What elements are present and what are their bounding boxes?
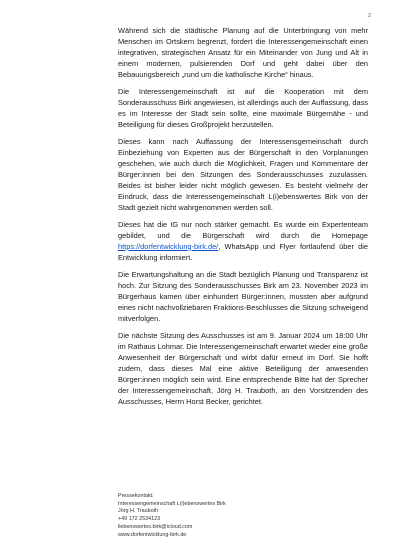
- contact-phone: +49 172 2534123: [118, 516, 161, 523]
- paragraph-cooperation: Die Interessengemeinschaft ist auf die Kooperation mit dem Sonderausschuss Birk angewiesen, ist allerdings auch der Auffassung, dass es im Interesse der Stadt sein sollte, eine maximale Bürgernähe - und Beteiligung für dieses Großprojekt herzustellen.: [118, 87, 368, 129]
- homepage-link[interactable]: https://dorfentwicklung-birk.de/: [118, 241, 219, 251]
- contact-email: liebenswertes.birk@icloud.com: [118, 523, 193, 530]
- press-contact: [118, 493, 318, 539]
- page-number: 2: [367, 13, 371, 19]
- paragraph-planning-approach: Während sich die städtische Planung auf die Unterbringung von mehr Menschen im Ortskern begrenzt, fordert die Interessengemeinschaft einen integrativen, strategischen Ansatz für ein Miteinander von Jung und Alt in einem modernen, pulsierenden Dorf und geht dabei über den Bebauungsbereich „rund um die katholische Kirche“ hinaus.: [118, 26, 368, 79]
- paragraph-next-meeting: Die nächste Sitzung des Ausschusses ist am 9. Januar 2024 um 18:00 Uhr im Rathaus Lohmar. Die Interessengemeinschaft erwartet wieder eine große Anwesenheit der Bürgerschaft und wirbt dafür erneut im Dorf. Sie hofft zudem, dass dieses Mal eine aktive Beteiligung der anwesenden Bürger:innen möglich sein wird. Eine entsprechende Bitte hat der Sprecher der Interessengemeinschaft, Jörg H. Trauboth, an den Vorsitzenden des Ausschusses, Herrn Horst Becker, gerichtet.: [118, 331, 368, 406]
- paragraph-ig-stronger: [118, 220, 368, 264]
- ig-text-after-link: , WhatsApp und Flyer fortlaufend über die Entwicklung informiert.: [118, 241, 368, 262]
- contact-person: Jörg H. Trauboth: [118, 508, 159, 515]
- contact-organization: Interessengemeinschaft L(i)ebenswertes Birk: [118, 500, 226, 507]
- press-release-body: [118, 26, 368, 414]
- paragraph-citizen-experts: Dieses kann nach Auffassung der Interessensgemeinschaft durch Einbeziehung von Experten aus der Bürgerschaft in den Vorplanungen geschehen, wie auch durch die Möglichkeit, Fragen und Kommentare der Bürger:innen bei den Sitzungen des Sonderausschusses zuzulassen. Beides ist bisher leider nicht möglich gewesen. Es besteht vielmehr der Eindruck, dass die Interessengemeinschaft L(i)ebenswertes Birk von der Stadt gezielt nicht wahrgenommen werden soll.: [118, 137, 368, 212]
- ig-text-before-link: Dieses hat die IG nur noch stärker gemacht. Es wurde ein Expertenteam gebildet, und die Bürgerschaft wird durch die Homepage: [118, 220, 368, 240]
- press-contact-heading: Pressekontakt:: [118, 493, 154, 499]
- paragraph-expectations: Die Erwartungshaltung an die Stadt bezüglich Planung und Transparenz ist hoch. Zur Sitzung des Sonderausschusses Birk am 23. November 2023 im Bürgerhaus kamen über einhundert Bürger:innen, mussten aber aufgrund eines nicht nachvollziebaren Fraktions-Beschlusses die Sitzung schweigend mitverfolgen.: [118, 270, 368, 323]
- contact-website: www.dorfentwicklung-birk.de: [118, 531, 187, 538]
